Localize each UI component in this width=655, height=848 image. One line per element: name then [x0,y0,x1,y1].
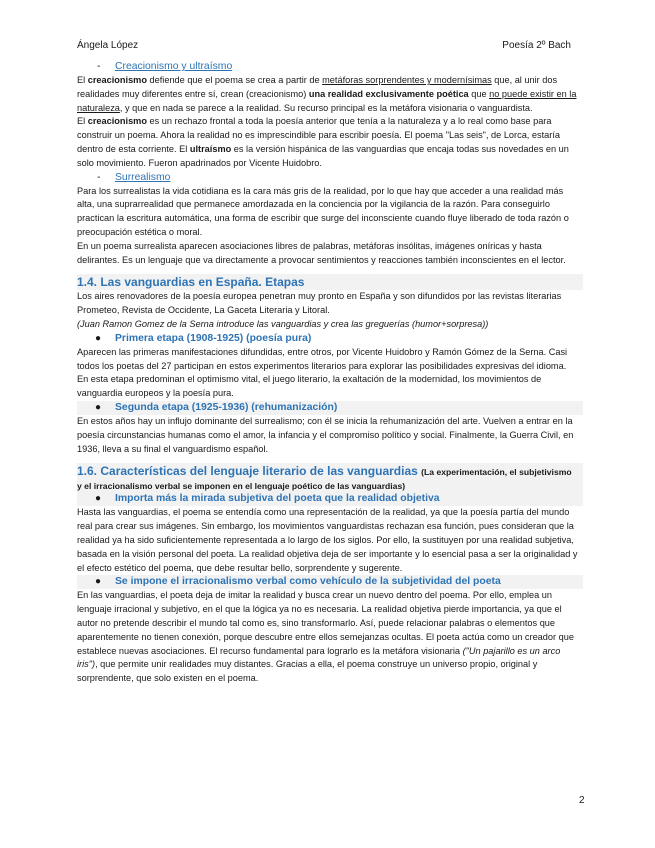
primera-etapa-paragraph-1: Aparecen las primeras manifestaciones difundidas, entre otros, por Vicente Huidobro y Ramón Gómez de la Serna. Casi todos los poetas del 27 participan en estos experimentos literarios para explorar las posibilidades expresivas del idioma. [77,346,568,371]
bullet-segunda-etapa: ● Segunda etapa (1925-1936) (rehumanización) [77,401,583,415]
author-name: Ángela López [77,40,139,51]
section-subtitle-b: y el irracionalismo verbal se imponen en el lenguaje poético de las vanguardias) [77,480,583,492]
subsection-creacionismo-title: - Creacionismo y ultraísmo [97,61,233,72]
irracionalismo-paragraph: En las vanguardias, el poeta deja de imitar la realidad y busca crear un nuevo dentro del poema. Por ello, emplea un lenguaje irracional y subjetivo, en el que la lógica ya no es necesaria. La realidad objetiva pierde importancia, ya que el autor no pretende describir el mundo tal como es, sino transformarlo. Así, puede relacionar palabras o elementos que aparentemente no tienen conexión, porque descubre entre ellos semejanzas ocultas. El poeta actúa como un creador que establece nuevas asociaciones. El recurso fundamental para lograrlo es la metáfora visionaria ("Un pajarillo es un arco iris"), que permite unir realidades muy distantes. Gracias a ella, el poema construye un universo propio, original y sorprendente, que solo existen en el poema. [77,590,574,684]
mirada-subjetiva-paragraph: Hasta las vanguardias, el poema se entendía como una representación de la realidad, ya que la poesía partía del mundo real para crear sus imágenes. Sin embargo, los movimientos vanguardistas rechazan esa función, pues consideran que la realidad ya ha sido suficientemente representada a lo largo de los siglos. Por ello, la sustituyen por una realidad subjetiva, basada en la visión personal del poeta. La realidad objetiva deja de ser importante y lo esencial pasa a ser la originalidad y el efecto estético del poema, que debe resultar bello, sorprendente y sugerente. [77,507,578,573]
bullet-mirada-subjetiva: ● Importa más la mirada subjetiva del poeta que la realidad objetiva [77,492,583,506]
bullet-dot-icon: ● [95,332,102,344]
bullet-dot-icon: ● [95,401,102,413]
bullet-irracionalismo-verbal: ● Se impone el irracionalismo verbal como vehículo de la subjetividad del poeta [77,575,583,589]
espana-paragraph: Los aires renovadores de la poesía europea penetran muy pronto en España y son difundidos por las revistas literarias Prometeo, Revista de Occidente, La Gaceta Literaria y Litoral. [77,291,562,316]
segunda-etapa-paragraph: En estos años hay un influjo dominante del surrealismo; con él se inicia la rehumanización del arte. Vuelven a entrar en la poesía circunstancias humanas como el amor, la infancia y el compromiso político y social. Finalmente, la Guerra Civil, en 1936, lleva a su final el vanguardismo español. [77,415,574,454]
page-number: 2 [579,795,585,806]
dash-marker: - [97,171,101,183]
section-heading-caracteristicas: 1.6. Características del lenguaje literario de las vanguardias (La experimentación, el subjetivismo [77,463,583,480]
creacionismo-paragraph-1: El creacionismo defiende que el poema se crea a partir de metáforas sorprendentes y modernísimas que, al unir dos realidades muy diferentes entre sí, crean (creacionismo) una realidad exclusivamente poética que no puede existir en la naturaleza, y que en nada se parece a la realidad. Su recurso principal es la metáfora visionaria o vanguardista. [77,75,577,113]
surrealismo-paragraph-2: En un poema surrealista aparecen asociaciones libres de palabras, metáforas insólitas, imágenes oníricas y hasta delirantes. Es un lenguaje que va directamente a provocar sentimientos y reacciones también inconscientes en el lector. [77,240,566,265]
page-content [77,60,583,686]
creacionismo-paragraph-2: El creacionismo es un rechazo frontal a toda la poesía anterior que tenía a la naturaleza y a lo real como base para construir un poema. Ahora la realidad no es imprescindible para escribir poesía. El poema "Las seis", de Lorca, estaría dentro de esta corriente. El ultraísmo es la versión hispánica de las vanguardias que encaja todas sus novedades en un solo movimiento. Fueron apadrinados por Vicente Huidobro. [77,116,569,168]
section-subtitle-a: (La experimentación, el subjetivismo [421,467,572,478]
bullet-dot-icon: ● [95,576,102,588]
bullet-primera-etapa: ● Primera etapa (1908-1925) (poesía pura) [95,332,312,344]
surrealismo-paragraph-1: Para los surrealistas la vida cotidiana es la cara más gris de la realidad, por lo que hay que acceder a una realidad más alta, una suprarrealidad que permanece amordazada en la conciencia por la vigilancia de la razón. Para conseguirlo practican la escritura automática, una forma de escribir que surge del inconsciente cuando fluye liberado de toda razón o preocupación estética o moral. [77,185,569,237]
section-heading-espana: 1.4. Las vanguardias en España. Etapas [77,274,583,290]
page-header [77,40,571,51]
course-label: Poesía 2º Bach [502,40,571,51]
primera-etapa-paragraph-2: En esta etapa predominan el optimismo vital, el juego literario, la exaltación de la modernidad, los movimientos de vanguardia europeos y la poesía pura. [77,374,542,399]
bullet-dot-icon: ● [95,493,102,505]
subsection-surrealismo-title: - Surrealismo [97,171,171,183]
espana-note: (Juan Ramon Gomez de la Serna introduce las vanguardias y crea las greguerías (humor+sorpresa)) [77,318,489,329]
dash-marker: - [97,61,101,72]
